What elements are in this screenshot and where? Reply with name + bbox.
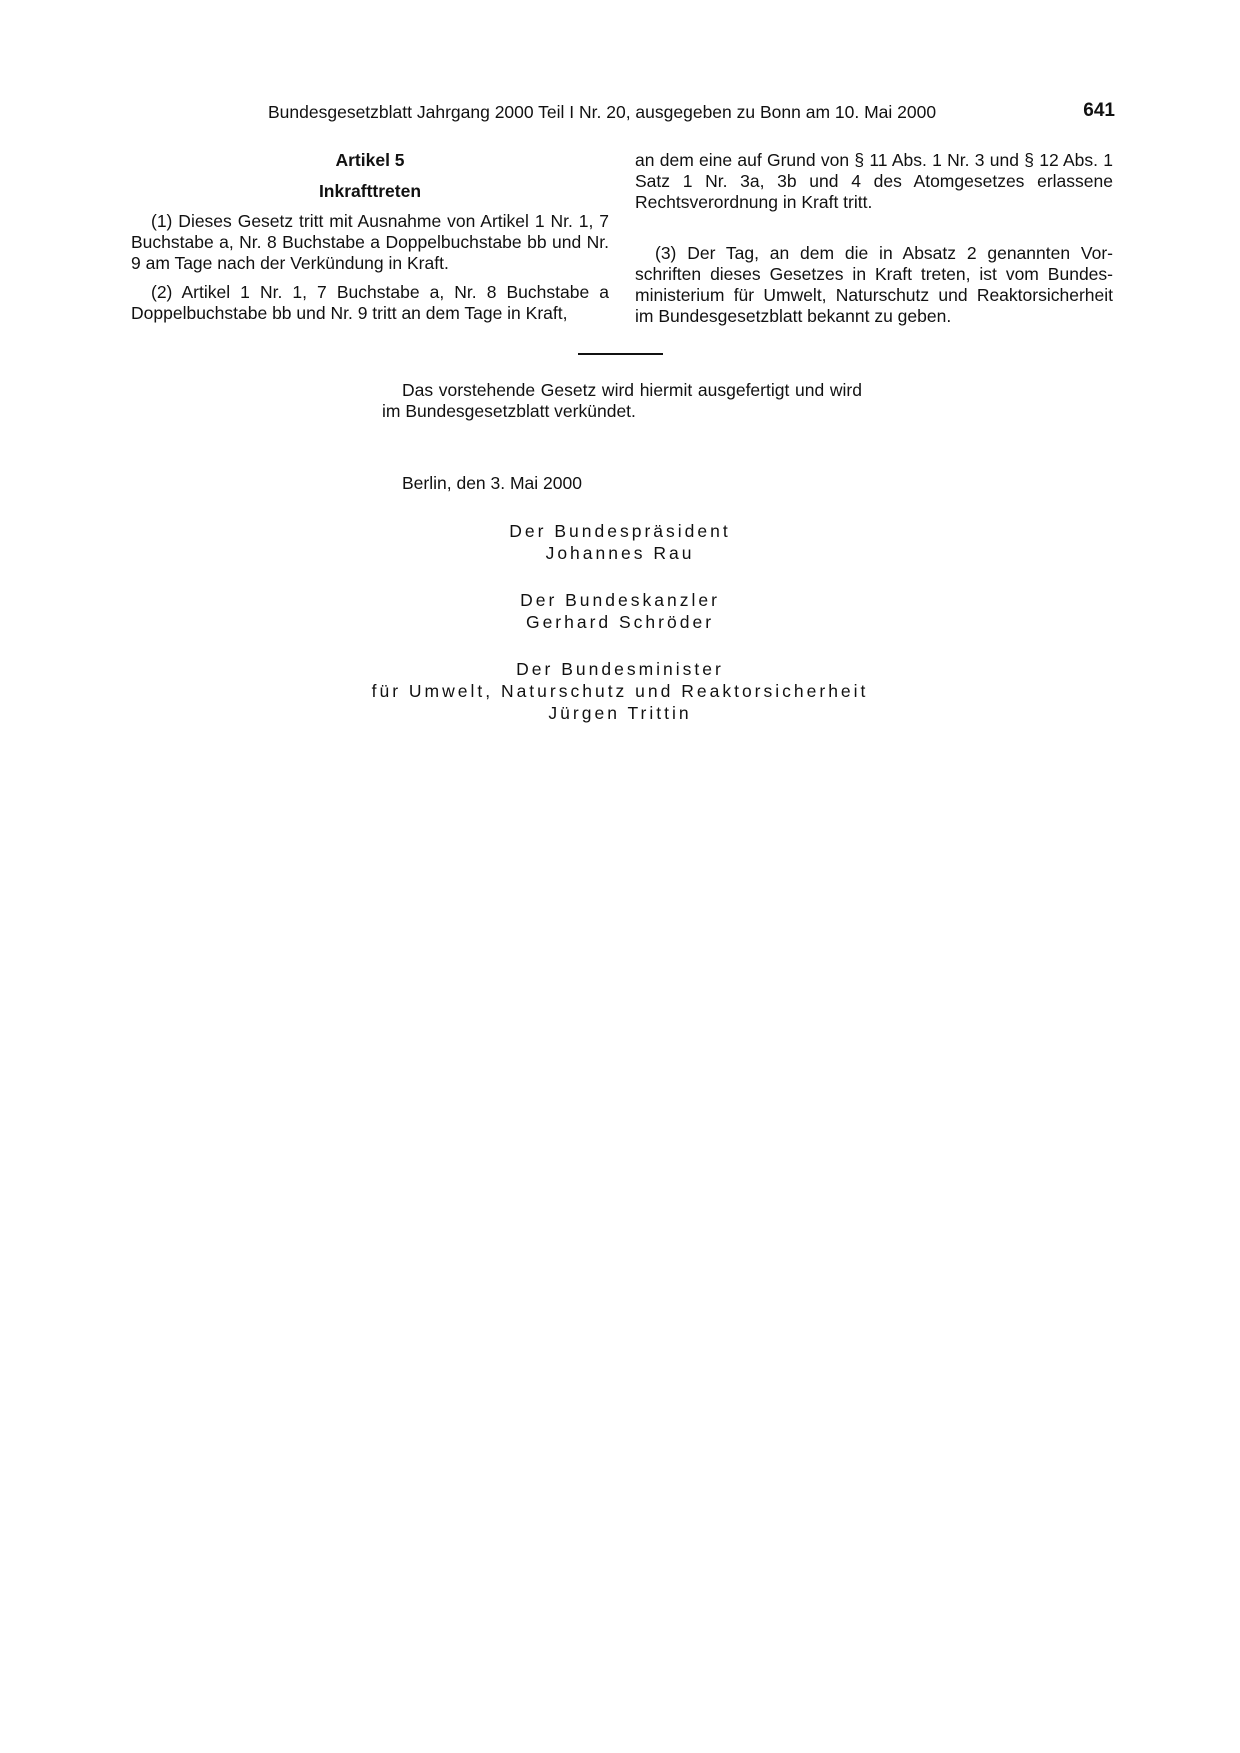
article-number: Artikel 5 [335,150,405,170]
paragraph-3: (3) Der Tag, an dem die in Absatz 2 genannten Vorschriften dieses Gesetzes in Kraft treten, ist vom Bundesministerium für Umwelt, Naturschutz und Reaktorsicherheit im Bundesgesetzblatt bekannt zu geben. [635,243,1113,326]
signature-block-chancellor [300,589,940,633]
signatory-title: Der Bundespräsident [509,521,731,541]
place-and-date: Berlin, den 3. Mai 2000 [402,473,582,493]
page-header [130,100,1115,124]
signatory-subtitle: für Umwelt, Naturschutz und Reaktorsicherheit [371,681,869,701]
signatory-name: Gerhard Schröder [525,612,715,632]
signatory-name: Jürgen Trittin [548,703,692,723]
signatory-title: Der Bundesminister [516,659,724,679]
section-divider [578,353,663,355]
signature-block-minister [300,658,940,724]
paragraph-2-start: (2) Artikel 1 Nr. 1, 7 Buchstabe a, Nr. 8 Buchstabe a Doppelbuchstabe bb und Nr. 9 tritt an dem Tage in Kraft, [131,282,609,323]
gazette-title: Bundesgesetzblatt Jahrgang 2000 Teil I Nr. 20, ausgegeben zu Bonn am 10. Mai 2000 [268,102,937,122]
signatory-title: Der Bundeskanzler [520,590,720,610]
signature-block-president [300,520,940,564]
paragraph-1: (1) Dieses Gesetz tritt mit Ausnahme von Artikel 1 Nr. 1, 7 Buchstabe a, Nr. 8 Buchstabe a Doppelbuchstabe bb und Nr. 9 am Tage nach der Verkündung in Kraft. [131,211,609,273]
left-column [131,150,609,324]
page-number: 641 [1083,100,1115,121]
paragraph-2-continued: an dem eine auf Grund von § 11 Abs. 1 Nr. 3 und § 12 Abs. 1 Satz 1 Nr. 3a, 3b und 4 des Atomgesetzes erlassene Rechtsverordnung in Kraft tritt. [635,150,1113,212]
article-title: Inkrafttreten [318,181,422,201]
promulgation-text: Das vorstehende Gesetz wird hiermit ausgefertigt und wird im Bundesgesetzblatt verkündet. [382,380,862,421]
right-column [635,150,1113,327]
signatory-name: Johannes Rau [545,543,695,563]
